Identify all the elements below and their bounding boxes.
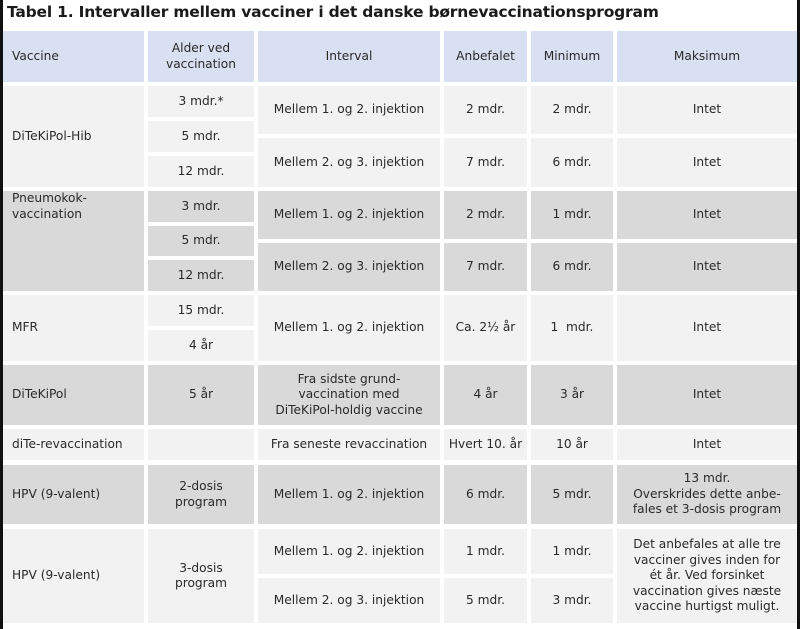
interval-line: DiTeKiPol-holdig vaccine: [275, 402, 423, 417]
minimum-cell: 1 mdr.: [531, 529, 613, 574]
maximum-line: fales et 3-dosis program: [632, 502, 782, 517]
header-recommended: Anbefalet: [444, 31, 527, 82]
recommended-cell: 2 mdr.: [444, 191, 527, 239]
recommended-cell: 2 mdr.: [444, 86, 527, 134]
minimum-cell: 1 mdr.: [531, 295, 613, 361]
vaccine-cell: MFR: [3, 295, 144, 361]
minimum-cell: 3 mdr.: [531, 578, 613, 623]
age-cell: 5 år: [148, 365, 254, 425]
age-cell: 3 mdr.: [148, 191, 254, 222]
maximum-cell: Intet: [617, 138, 797, 187]
vaccine-line: Pneumokok-: [12, 191, 87, 205]
minimum-cell: 10 år: [531, 429, 613, 460]
interval-cell: Mellem 2. og 3. injektion: [258, 578, 440, 623]
vaccine-cell: HPV (9-valent): [3, 465, 144, 524]
maximum-line: Overskrides dette anbe-: [633, 486, 781, 501]
vaccine-cell: diTe-revaccination: [3, 429, 144, 460]
age-cell: 12 mdr.: [148, 156, 254, 187]
maximum-line: ét år. Ved forsinket: [649, 568, 765, 583]
interval-line: vaccination med: [298, 387, 400, 402]
minimum-cell: 6 mdr.: [531, 243, 613, 291]
interval-cell: Mellem 2. og 3. injektion: [258, 243, 440, 291]
recommended-cell: 1 mdr.: [444, 529, 527, 574]
age-cell: 5 mdr.: [148, 121, 254, 152]
interval-cell: Mellem 1. og 2. injektion: [258, 529, 440, 574]
age-line: 3-dosis: [179, 560, 223, 575]
maximum-cell: Intet: [617, 243, 797, 291]
maximum-line: 13 mdr.: [683, 471, 731, 486]
minimum-cell: 1 mdr.: [531, 191, 613, 239]
maximum-line: vacciner gives inden for: [633, 552, 781, 567]
minimum-cell: 3 år: [531, 365, 613, 425]
vaccine-line: vaccination: [12, 206, 83, 221]
age-cell: 5 mdr.: [148, 226, 254, 256]
age-cell: [148, 429, 254, 460]
age-cell: [148, 529, 254, 623]
age-cell: [148, 465, 254, 524]
maximum-cell: Intet: [617, 86, 797, 134]
maximum-cell: Intet: [617, 365, 797, 425]
header-maximum: Maksimum: [617, 31, 797, 82]
header-interval: Interval: [258, 31, 440, 82]
maximum-cell: Intet: [617, 295, 797, 361]
maximum-cell: [617, 529, 797, 623]
header-age-line2: vaccination: [165, 56, 236, 71]
age-cell: 12 mdr.: [148, 260, 254, 291]
age-cell: 4 år: [148, 330, 254, 361]
interval-cell: Mellem 1. og 2. injektion: [258, 191, 440, 239]
maximum-line: vaccine hurtigst muligt.: [634, 599, 780, 614]
recommended-cell: 7 mdr.: [444, 138, 527, 187]
age-line: 2-dosis: [179, 479, 223, 493]
recommended-cell: 4 år: [444, 365, 527, 425]
interval-cell: [258, 365, 440, 425]
interval-cell: Mellem 1. og 2. injektion: [258, 465, 440, 524]
interval-cell: Mellem 1. og 2. injektion: [258, 86, 440, 134]
recommended-cell: 6 mdr.: [444, 465, 527, 524]
interval-line: Fra sidste grund-: [297, 371, 401, 386]
interval-cell: Mellem 1. og 2. injektion: [258, 295, 440, 361]
vaccine-cell: DiTeKiPol-Hib: [3, 86, 144, 187]
vaccine-cell: HPV (9-valent): [3, 529, 144, 623]
recommended-cell: 7 mdr.: [444, 243, 527, 291]
recommended-cell: Ca. 2½ år: [444, 295, 527, 361]
table-title: Tabel 1. Intervaller mellem vacciner i det danske børnevaccinationsprogram: [7, 3, 659, 21]
recommended-cell: 5 mdr.: [444, 578, 527, 623]
age-cell: 3 mdr.*: [148, 86, 254, 117]
age-line: program: [174, 576, 228, 590]
header-age-line1: Alder ved: [171, 41, 231, 55]
vaccine-cell: [3, 191, 144, 291]
recommended-cell: Hvert 10. år: [444, 429, 527, 460]
header-vaccine: Vaccine: [3, 31, 144, 82]
minimum-cell: 5 mdr.: [531, 465, 613, 524]
interval-cell: Fra seneste revaccination: [258, 429, 440, 460]
maximum-cell: [617, 465, 797, 524]
minimum-cell: 2 mdr.: [531, 86, 613, 134]
age-cell: 15 mdr.: [148, 295, 254, 326]
maximum-line: vaccination gives næste: [632, 583, 782, 598]
maximum-line: Det anbefales at alle tre: [633, 537, 781, 552]
age-line: program: [174, 494, 228, 509]
header-age: [148, 31, 254, 82]
vaccine-cell: DiTeKiPol: [3, 365, 144, 425]
maximum-cell: Intet: [617, 429, 797, 460]
header-minimum: Minimum: [531, 31, 613, 82]
interval-cell: Mellem 2. og 3. injektion: [258, 138, 440, 187]
minimum-cell: 6 mdr.: [531, 138, 613, 187]
maximum-cell: Intet: [617, 191, 797, 239]
